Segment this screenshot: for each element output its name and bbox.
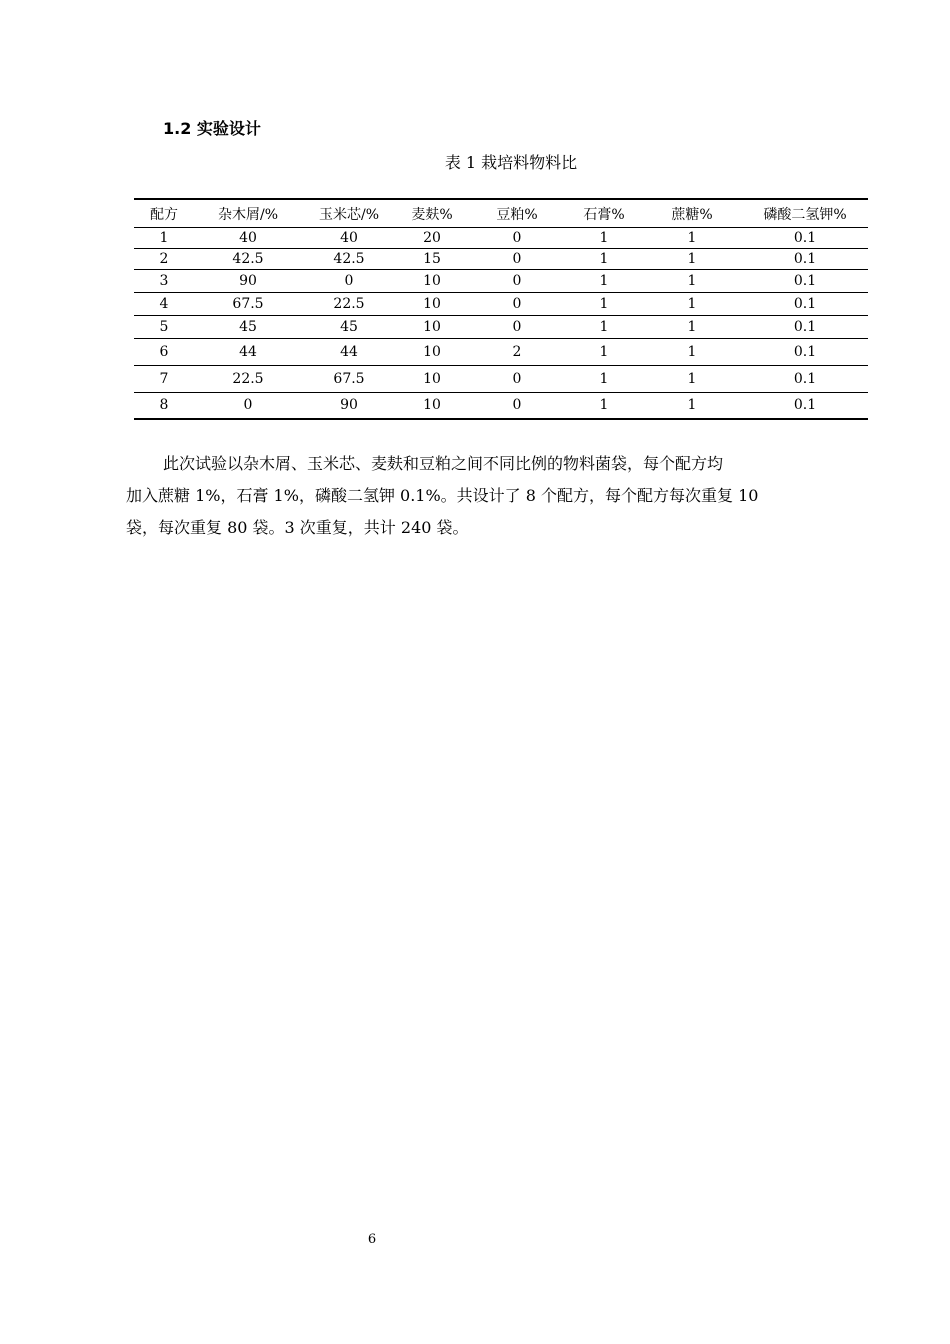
table-cell: 0.1 (793, 272, 817, 289)
table-cell: 8 (159, 397, 169, 414)
table-cell: 1 (599, 397, 609, 414)
table-cell: 7 (159, 370, 169, 387)
table-cell: 0 (512, 397, 522, 414)
table-cell: 45 (239, 318, 257, 335)
table-row (134, 248, 868, 269)
page-number: 6 (367, 1232, 377, 1247)
table-row (134, 292, 868, 315)
table-cell: 45 (340, 318, 358, 335)
table-cell: 1 (687, 318, 697, 335)
table-cell: 90 (340, 397, 358, 414)
table-cell: 1 (687, 272, 697, 289)
formula-table (134, 198, 868, 420)
header-corncob: 玉米芯/% (302, 199, 396, 227)
table-row (134, 338, 868, 365)
table-cell: 0.1 (793, 295, 817, 312)
table-cell: 0 (512, 370, 522, 387)
table-cell: 2 (159, 250, 169, 267)
table-row (134, 315, 868, 338)
table-cell: 1 (159, 229, 169, 246)
paragraph-line: 袋，每次重复 80 袋。3 次重复，共计 240 袋。 (126, 518, 469, 537)
table-cell: 44 (340, 343, 358, 360)
paragraph-line: 此次试验以杂木屑、玉米芯、麦麸和豆粕之间不同比例的物料菌袋，每个配方均 (163, 454, 724, 473)
table-cell: 0.1 (793, 250, 817, 267)
table-cell: 0 (512, 272, 522, 289)
table-cell: 1 (687, 397, 697, 414)
table-cell: 4 (159, 295, 169, 312)
header-sawdust: 杂木屑/% (194, 199, 302, 227)
table-cell: 22.5 (333, 295, 365, 312)
table-cell: 20 (423, 229, 441, 246)
table-cell: 10 (423, 370, 441, 387)
table-cell: 1 (599, 229, 609, 246)
table-cell: 2 (512, 343, 522, 360)
table-cell: 22.5 (232, 370, 264, 387)
table-cell: 0 (512, 250, 522, 267)
table-cell: 0.1 (793, 343, 817, 360)
table-header-row (134, 199, 868, 227)
table-cell: 1 (687, 370, 697, 387)
table-cell: 10 (423, 318, 441, 335)
table-cell: 44 (239, 343, 257, 360)
table-cell: 0 (512, 229, 522, 246)
table-cell: 42.5 (333, 250, 365, 267)
table-cell: 1 (599, 370, 609, 387)
table-cell: 1 (687, 295, 697, 312)
table-cell: 0 (243, 397, 253, 414)
table-cell: 67.5 (333, 370, 365, 387)
table-cell: 5 (159, 318, 169, 335)
header-formula: 配方 (134, 199, 194, 227)
table-cell: 67.5 (232, 295, 264, 312)
table-cell: 1 (687, 343, 697, 360)
table-cell: 0 (512, 295, 522, 312)
table-cell: 1 (599, 343, 609, 360)
table-cell: 10 (423, 343, 441, 360)
table-cell: 42.5 (232, 250, 264, 267)
table-cell: 1 (599, 250, 609, 267)
table-cell: 0 (344, 272, 354, 289)
table-cell: 1 (599, 295, 609, 312)
body-paragraph (126, 448, 846, 544)
table-cell: 3 (159, 272, 169, 289)
table-body (134, 227, 868, 419)
table-row (134, 269, 868, 292)
header-soybean-meal: 豆粕% (468, 199, 566, 227)
table-cell: 0 (512, 318, 522, 335)
table-cell: 90 (239, 272, 257, 289)
table-row (134, 365, 868, 392)
header-gypsum: 石膏% (566, 199, 642, 227)
table-cell: 1 (599, 318, 609, 335)
table-cell: 10 (423, 295, 441, 312)
table-cell: 0.1 (793, 370, 817, 387)
table-cell: 0.1 (793, 397, 817, 414)
header-bran: 麦麸% (396, 199, 468, 227)
table-cell: 40 (340, 229, 358, 246)
paragraph-line: 加入蔗糖 1%，石膏 1%，磷酸二氢钾 0.1%。共设计了 8 个配方，每个配方每次重复 10 (126, 486, 759, 505)
header-kh2po4: 磷酸二氢钾% (742, 199, 868, 227)
table-cell: 6 (159, 343, 169, 360)
table-cell: 1 (687, 229, 697, 246)
table-row (134, 392, 868, 419)
table-cell: 10 (423, 397, 441, 414)
table-cell: 0.1 (793, 229, 817, 246)
table-cell: 0.1 (793, 318, 817, 335)
section-heading: 1.2 实验设计 (163, 119, 261, 138)
header-sucrose: 蔗糖% (642, 199, 742, 227)
table-cell: 1 (599, 272, 609, 289)
table-cell: 15 (423, 250, 441, 267)
table-cell: 1 (687, 250, 697, 267)
table-cell: 40 (239, 229, 257, 246)
table-caption: 表 1 栽培料物料比 (444, 153, 578, 172)
table-row (134, 227, 868, 248)
table-cell: 10 (423, 272, 441, 289)
